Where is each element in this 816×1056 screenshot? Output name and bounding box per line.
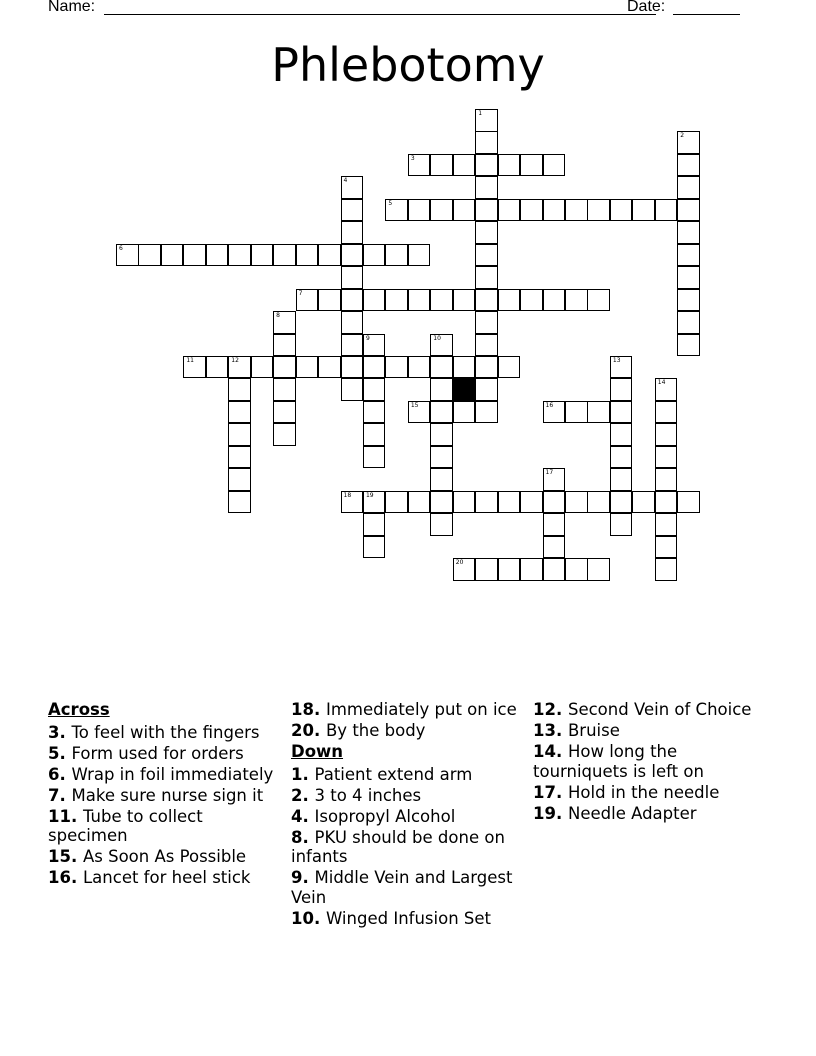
down-clue-list bbox=[291, 765, 517, 929]
grid-cell[interactable] bbox=[543, 289, 566, 312]
grid-cell[interactable] bbox=[543, 491, 566, 514]
grid-cell[interactable] bbox=[677, 266, 700, 289]
grid-cell[interactable] bbox=[273, 378, 296, 401]
cell-number: 6 bbox=[119, 244, 123, 252]
grid-cell[interactable] bbox=[677, 244, 700, 267]
grid-cell[interactable] bbox=[228, 446, 251, 469]
grid-cell[interactable] bbox=[453, 491, 476, 514]
grid-cell[interactable] bbox=[430, 199, 453, 222]
grid-cell[interactable] bbox=[273, 334, 296, 357]
grid-cell[interactable] bbox=[655, 423, 678, 446]
cell-number: 15 bbox=[410, 401, 419, 409]
grid-cell[interactable] bbox=[228, 378, 251, 401]
grid-cell[interactable] bbox=[453, 199, 476, 222]
clue-text: PKU should be done on infants bbox=[291, 827, 505, 866]
cell-number: 12 bbox=[231, 356, 239, 364]
clue-text: Hold in the needle bbox=[567, 782, 720, 802]
clue-text: 3 to 4 inches bbox=[314, 785, 422, 805]
grid-cell[interactable] bbox=[587, 491, 610, 514]
grid-cell[interactable] bbox=[498, 356, 521, 379]
grid-cell[interactable] bbox=[453, 356, 476, 379]
clue-number: 19 . bbox=[533, 804, 568, 823]
grid-cell[interactable] bbox=[206, 356, 229, 379]
clue-item bbox=[291, 909, 517, 929]
grid-cell[interactable] bbox=[228, 356, 251, 379]
grid-cell[interactable] bbox=[587, 199, 610, 222]
grid-cell[interactable] bbox=[206, 244, 229, 267]
grid-cell[interactable] bbox=[475, 401, 498, 424]
grid-cell[interactable] bbox=[655, 558, 678, 581]
clue-column-1 bbox=[48, 700, 274, 889]
grid-cell[interactable] bbox=[363, 513, 386, 536]
grid-cell[interactable] bbox=[341, 378, 364, 401]
clue-item bbox=[533, 700, 759, 720]
clue-text: Wrap in foil immediately bbox=[71, 764, 274, 784]
clue-number: 17 . bbox=[533, 783, 568, 802]
grid-cell[interactable] bbox=[341, 199, 364, 222]
grid-cell[interactable] bbox=[677, 289, 700, 312]
blocked-square bbox=[452, 378, 475, 401]
grid-cell[interactable] bbox=[655, 536, 678, 559]
grid-cell[interactable] bbox=[655, 446, 678, 469]
grid-cell[interactable] bbox=[677, 131, 700, 154]
clue-text: By the body bbox=[325, 721, 426, 740]
grid-cell[interactable] bbox=[296, 289, 319, 312]
grid-cell[interactable] bbox=[430, 423, 453, 446]
clue-item bbox=[291, 700, 517, 720]
grid-cell[interactable] bbox=[318, 289, 341, 312]
grid-cell[interactable] bbox=[565, 199, 588, 222]
grid-cell[interactable] bbox=[296, 356, 319, 379]
grid-cell[interactable] bbox=[610, 356, 633, 379]
clue-number: 7 . bbox=[48, 786, 72, 805]
grid-cell[interactable] bbox=[341, 221, 364, 244]
grid-cell[interactable] bbox=[341, 356, 364, 379]
grid-cell[interactable] bbox=[363, 536, 386, 559]
grid-cell[interactable] bbox=[475, 131, 498, 154]
clue-text: Second Vein of Choice bbox=[567, 700, 752, 719]
clue-item bbox=[291, 786, 517, 806]
clue-text: Isopropyl Alcohol bbox=[314, 806, 456, 826]
grid-cell[interactable] bbox=[565, 558, 588, 581]
clue-item bbox=[48, 786, 274, 806]
grid-cell[interactable] bbox=[475, 199, 498, 222]
grid-cell[interactable] bbox=[677, 176, 700, 199]
grid-cell[interactable] bbox=[475, 289, 498, 312]
grid-cell[interactable] bbox=[408, 401, 431, 424]
clue-number: 9 . bbox=[291, 868, 315, 887]
grid-cell[interactable] bbox=[228, 244, 251, 267]
grid-cell[interactable] bbox=[520, 154, 543, 177]
clue-number: 8 . bbox=[291, 828, 315, 847]
grid-cell[interactable] bbox=[610, 423, 633, 446]
grid-cell[interactable] bbox=[543, 199, 566, 222]
grid-cell[interactable] bbox=[475, 154, 498, 177]
grid-cell[interactable] bbox=[677, 311, 700, 334]
cell-number: 7 bbox=[298, 289, 303, 297]
grid-cell[interactable] bbox=[543, 536, 566, 559]
grid-cell[interactable] bbox=[475, 109, 498, 132]
clue-column-2 bbox=[291, 700, 517, 930]
clue-text: Lancet for heel stick bbox=[82, 868, 251, 887]
down-heading: Down bbox=[291, 742, 344, 761]
grid-cell[interactable] bbox=[475, 311, 498, 334]
grid-cell[interactable] bbox=[587, 558, 610, 581]
clue-number: 1 . bbox=[291, 765, 315, 784]
grid-cell[interactable] bbox=[453, 154, 476, 177]
grid-cell[interactable] bbox=[655, 513, 678, 536]
grid-cell[interactable] bbox=[475, 491, 498, 514]
grid-cell[interactable] bbox=[677, 491, 700, 514]
grid-cell[interactable] bbox=[430, 401, 453, 424]
clue-number: 10 . bbox=[291, 909, 326, 928]
grid-cell[interactable] bbox=[363, 334, 386, 357]
grid-cell[interactable] bbox=[632, 491, 655, 514]
grid-cell[interactable] bbox=[498, 558, 521, 581]
clue-item bbox=[48, 807, 274, 846]
clue-item bbox=[533, 804, 759, 824]
grid-cell[interactable] bbox=[610, 401, 633, 424]
grid-cell[interactable] bbox=[587, 401, 610, 424]
down-clue-list-continued bbox=[533, 700, 759, 823]
across-clue-list bbox=[48, 723, 274, 888]
clue-item bbox=[291, 807, 517, 827]
grid-cell[interactable] bbox=[453, 289, 476, 312]
grid-cell[interactable] bbox=[341, 176, 364, 199]
cell-number: 1 bbox=[478, 110, 483, 117]
grid-cell[interactable] bbox=[318, 356, 341, 379]
clue-item bbox=[291, 721, 517, 741]
clue-item bbox=[48, 847, 274, 867]
clue-item bbox=[533, 742, 759, 781]
clue-text: As Soon As Possible bbox=[82, 847, 247, 866]
grid-cell[interactable] bbox=[341, 334, 364, 357]
cell-number: 16 bbox=[545, 401, 554, 409]
grid-cell[interactable] bbox=[385, 356, 408, 379]
grid-cell[interactable] bbox=[363, 244, 386, 267]
cell-number: 18 bbox=[343, 491, 352, 499]
clue-text: Middle Vein and Largest Vein bbox=[291, 868, 513, 907]
grid-cell[interactable] bbox=[363, 401, 386, 424]
grid-cell[interactable] bbox=[341, 244, 364, 267]
cell-number: 13 bbox=[612, 356, 621, 364]
grid-cell[interactable] bbox=[251, 244, 274, 267]
grid-cell[interactable] bbox=[655, 401, 678, 424]
grid-cell[interactable] bbox=[677, 154, 700, 177]
grid-cell[interactable] bbox=[565, 401, 588, 424]
across-clue-list-continued bbox=[291, 700, 517, 741]
clue-number: 20 . bbox=[291, 721, 326, 740]
grid-cell[interactable] bbox=[453, 401, 476, 424]
grid-cell[interactable] bbox=[408, 491, 431, 514]
clue-item bbox=[48, 723, 274, 743]
clue-number: 13 . bbox=[533, 721, 568, 740]
grid-cell[interactable] bbox=[543, 558, 566, 581]
grid-cell[interactable] bbox=[498, 154, 521, 177]
clue-number: 15 . bbox=[48, 847, 83, 866]
grid-cell[interactable] bbox=[183, 356, 206, 379]
grid-cell[interactable] bbox=[273, 423, 296, 446]
grid-cell[interactable] bbox=[228, 491, 251, 514]
clue-number: 5 . bbox=[48, 744, 72, 763]
grid-cell[interactable] bbox=[632, 199, 655, 222]
clue-item bbox=[291, 765, 517, 785]
grid-cell[interactable] bbox=[363, 446, 386, 469]
clue-number: 16 . bbox=[48, 868, 83, 887]
clue-item bbox=[48, 744, 274, 764]
puzzle-title: Phlebotomy bbox=[271, 38, 545, 92]
clue-item bbox=[291, 868, 517, 907]
grid-cell[interactable] bbox=[655, 378, 678, 401]
grid-cell[interactable] bbox=[430, 513, 453, 536]
grid-cell[interactable] bbox=[543, 154, 566, 177]
grid-cell[interactable] bbox=[341, 289, 364, 312]
grid-cell[interactable] bbox=[475, 221, 498, 244]
across-heading: Across bbox=[48, 700, 110, 719]
grid-cell[interactable] bbox=[251, 356, 274, 379]
grid-cell[interactable] bbox=[430, 154, 453, 177]
clue-number: 11 . bbox=[48, 807, 83, 826]
clue-text: Winged Infusion Set bbox=[325, 908, 491, 928]
grid-cell[interactable] bbox=[677, 199, 700, 222]
cell-number: 17 bbox=[545, 469, 554, 477]
grid-cell[interactable] bbox=[610, 199, 633, 222]
grid-cell[interactable] bbox=[273, 244, 296, 267]
grid-cell[interactable] bbox=[408, 356, 431, 379]
grid-cell[interactable] bbox=[520, 491, 543, 514]
grid-cell[interactable] bbox=[498, 491, 521, 514]
grid-cell[interactable] bbox=[677, 334, 700, 357]
grid-cell[interactable] bbox=[655, 491, 678, 514]
cell-number: 19 bbox=[365, 491, 374, 499]
grid-cell[interactable] bbox=[161, 244, 184, 267]
grid-cell[interactable] bbox=[430, 289, 453, 312]
name-label: Name: bbox=[48, 0, 96, 15]
grid-cell[interactable] bbox=[610, 513, 633, 536]
grid-cell[interactable] bbox=[363, 356, 386, 379]
grid-cell[interactable] bbox=[610, 446, 633, 469]
cell-number: 5 bbox=[388, 199, 393, 207]
grid-cell[interactable] bbox=[430, 334, 453, 357]
grid-cell[interactable] bbox=[498, 289, 521, 312]
cell-number: 9 bbox=[365, 334, 370, 342]
grid-cell[interactable] bbox=[273, 356, 296, 379]
grid-cell[interactable] bbox=[228, 468, 251, 491]
grid-cell[interactable] bbox=[363, 289, 386, 312]
clue-item bbox=[291, 828, 517, 867]
grid-cell[interactable] bbox=[408, 289, 431, 312]
clue-number: 2 . bbox=[291, 786, 315, 805]
grid-cell[interactable] bbox=[543, 401, 566, 424]
clue-text: Form used for orders bbox=[71, 743, 244, 763]
grid-cell[interactable] bbox=[408, 199, 431, 222]
clue-number: 14 . bbox=[533, 742, 568, 761]
clue-item bbox=[533, 783, 759, 803]
grid-cell[interactable] bbox=[475, 176, 498, 199]
clue-number: 6 . bbox=[48, 765, 72, 784]
grid-cell[interactable] bbox=[116, 244, 139, 267]
grid-cell[interactable] bbox=[475, 244, 498, 267]
clue-item bbox=[533, 721, 759, 741]
clue-text: To feel with the fingers bbox=[71, 722, 260, 742]
grid-cell[interactable] bbox=[430, 491, 453, 514]
clue-item bbox=[48, 868, 274, 888]
cell-number: 10 bbox=[433, 334, 441, 342]
grid-cell[interactable] bbox=[655, 468, 678, 491]
grid-cell[interactable] bbox=[363, 423, 386, 446]
grid-cell[interactable] bbox=[475, 558, 498, 581]
clue-column-3 bbox=[533, 700, 759, 825]
grid-cell[interactable] bbox=[543, 513, 566, 536]
clue-text: Bruise bbox=[567, 721, 620, 740]
cell-number: 2 bbox=[680, 132, 685, 140]
grid-cell[interactable] bbox=[296, 244, 319, 267]
grid-cell[interactable] bbox=[430, 378, 453, 401]
clue-number: 4 . bbox=[291, 807, 315, 826]
grid-cell[interactable] bbox=[565, 289, 588, 312]
grid-cell[interactable] bbox=[565, 491, 588, 514]
grid-cell[interactable] bbox=[475, 334, 498, 357]
grid-cell[interactable] bbox=[341, 311, 364, 334]
grid-cell[interactable] bbox=[385, 199, 408, 222]
clue-text: How long the tourniquets is left on bbox=[533, 742, 704, 781]
clue-number: 18 . bbox=[291, 700, 326, 719]
grid-cell[interactable] bbox=[610, 468, 633, 491]
grid-cell[interactable] bbox=[385, 491, 408, 514]
grid-cell[interactable] bbox=[520, 289, 543, 312]
clue-text: Patient extend arm bbox=[314, 764, 473, 784]
grid-cell[interactable] bbox=[520, 558, 543, 581]
grid-cell[interactable] bbox=[543, 468, 566, 491]
cell-number: 14 bbox=[657, 379, 666, 387]
grid-cell[interactable] bbox=[498, 199, 521, 222]
grid-cell[interactable] bbox=[273, 311, 296, 334]
grid-cell[interactable] bbox=[430, 356, 453, 379]
grid-cell[interactable] bbox=[475, 378, 498, 401]
clue-text: Make sure nurse sign it bbox=[71, 785, 264, 805]
grid-cell[interactable] bbox=[430, 446, 453, 469]
grid-cell[interactable] bbox=[363, 378, 386, 401]
grid-cell[interactable] bbox=[341, 491, 364, 514]
grid-cell[interactable] bbox=[587, 289, 610, 312]
grid-cell[interactable] bbox=[273, 401, 296, 424]
grid-cell[interactable] bbox=[408, 154, 431, 177]
grid-cell[interactable] bbox=[520, 199, 543, 222]
grid-cell[interactable] bbox=[655, 199, 678, 222]
grid-cell[interactable] bbox=[138, 244, 161, 267]
grid-cell[interactable] bbox=[228, 401, 251, 424]
grid-cell[interactable] bbox=[475, 356, 498, 379]
clue-text: Immediately put on ice bbox=[325, 700, 517, 719]
cell-number: 3 bbox=[410, 154, 415, 162]
grid-cell[interactable] bbox=[610, 491, 633, 514]
grid-cell[interactable] bbox=[228, 423, 251, 446]
grid-cell[interactable] bbox=[341, 266, 364, 289]
clue-text: Needle Adapter bbox=[567, 803, 697, 823]
grid-cell[interactable] bbox=[318, 244, 341, 267]
cell-number: 8 bbox=[276, 312, 280, 320]
grid-cell[interactable] bbox=[183, 244, 206, 267]
clue-text: Tube to collect specimen bbox=[48, 806, 203, 845]
cell-number: 11 bbox=[186, 356, 194, 364]
grid-cell[interactable] bbox=[453, 558, 476, 581]
cell-number: 20 bbox=[455, 559, 464, 566]
clue-number: 12 . bbox=[533, 700, 568, 719]
grid-cell[interactable] bbox=[677, 221, 700, 244]
grid-cell[interactable] bbox=[408, 244, 431, 267]
grid-cell[interactable] bbox=[385, 244, 408, 267]
clue-number: 3 . bbox=[48, 723, 72, 742]
clue-item bbox=[48, 765, 274, 785]
grid-cell[interactable] bbox=[430, 468, 453, 491]
cell-number: 4 bbox=[343, 177, 348, 185]
grid-cell[interactable] bbox=[385, 289, 408, 312]
grid-cell[interactable] bbox=[475, 266, 498, 289]
grid-cell[interactable] bbox=[363, 491, 386, 514]
date-label: Date: bbox=[627, 0, 666, 15]
grid-cell[interactable] bbox=[610, 378, 633, 401]
